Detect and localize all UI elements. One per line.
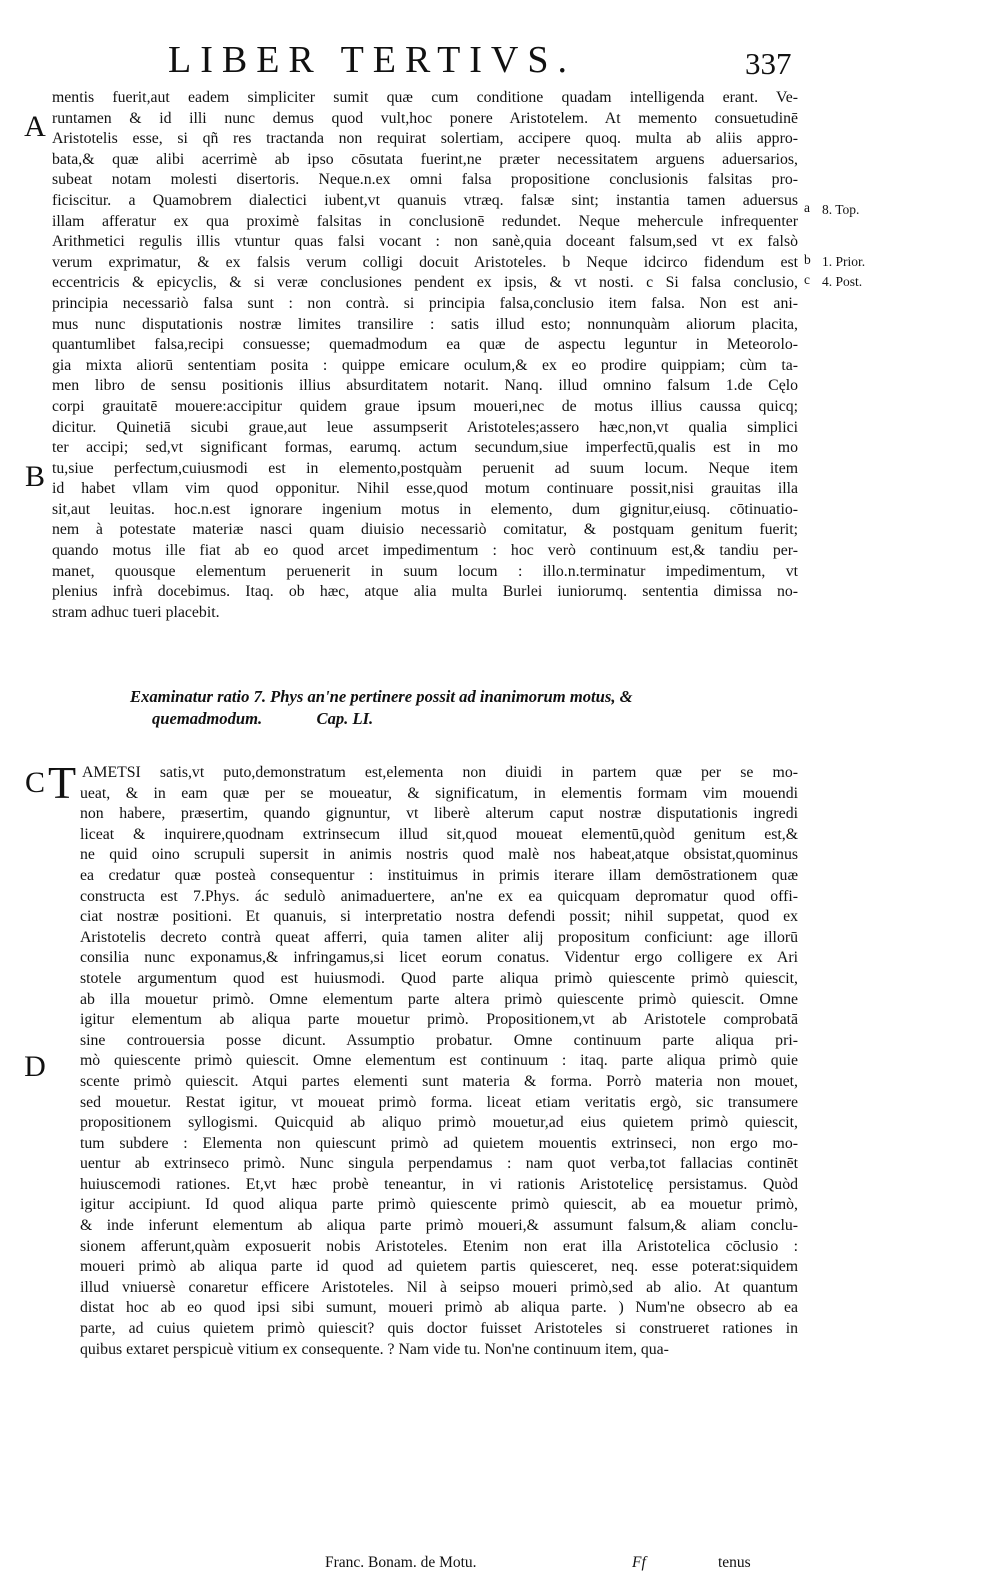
- text-line: non habere, præsertim, quando gignuntur, vt liberè alterum caput nostræ disputationis ingredi: [80, 805, 798, 823]
- text-line: principia necessariò falsa sunt : non contrà. si principia falsa,conclusio item falsa. Non est ani-: [52, 294, 798, 312]
- margin-note: 4. Post.: [822, 274, 863, 289]
- text-line: subeat notam molesti disertoris. Neque.n.ex omni falsa propositione conclusionis falsitas pro-: [52, 171, 798, 189]
- text-line: illam afferatur ex qua proximè falsitas in conclusionē redundet. Neque mehercule infrequenter: [52, 212, 798, 230]
- text-line: mus nunc disputationis nostræ limites transilire : satis illud esto; nonnunquàm aliorum placita,: [52, 315, 798, 333]
- text-line: Aristotelis esse, si qñ res tractanda non requirat solertiam, accipere quoq. multa ab aliis appro-: [52, 130, 798, 148]
- catchword: tenus: [718, 1554, 751, 1571]
- text-line: distat hoc ab eo quod ipsi sibi sumunt, moueri primò ab aliqua parte. ) Num'ne obsecro ab ea: [80, 1299, 798, 1317]
- text-line: men libro de sensu positionis illius absurditatem notarit. Nanq. illud omnino falsum 1.de Cęlo: [52, 377, 798, 395]
- text-line: stotele argumentum quod est huiusmodi. Quod parte aliqua primò quiescente primò quiescit,: [80, 969, 798, 987]
- text-line: stram adhuc tueri placebit.: [52, 603, 220, 621]
- text-line: id habet vllam vim quod opponitur. Nihil esse,quod motum continuare possit,nisi grauitas illa: [52, 480, 798, 498]
- text-line: quibus extaret perspicuè vitium ex consequente. ? Nam vide tu. Non'ne continuum item, qua-: [80, 1340, 669, 1358]
- text-line: plenius infrà docebimus. Itaq. ob hæc, atque alia multa Burlei iuniorumq. sententia dimissa no-: [52, 583, 798, 601]
- text-line: sionem afferunt,quàm exposuerit nobis Aristoteles. Etenim non erat illa Aristotelica cōclusio :: [80, 1237, 798, 1255]
- text-line: tum subdere : Elementa non quiescunt primò ad quietem mouentis extrinseci, non ergo mo-: [80, 1134, 798, 1152]
- text-line: quando motus ille fiat ab eo quod arcet impedimentum : hoc verò continuum est,& tandiu per-: [52, 542, 798, 560]
- paragraph-continued: [52, 88, 798, 623]
- chapter-number: Cap. LI.: [316, 709, 374, 728]
- text-line: Arithmetici regulis illis vtuntur quas falsi vocant : non sanè,quia doceant falsum,sed vt ex falsò: [52, 233, 798, 251]
- text-line: bata,& quæ alibi acerrimè ab ipso cōsutata fuerint,ne præter necessitatem arguens aduersarios,: [52, 150, 798, 168]
- footer-author: Franc. Bonam. de Motu.: [325, 1554, 477, 1571]
- paragraph-chapter-51: [80, 763, 798, 1360]
- text-line: AMETSI satis,vt puto,demonstratum est,elementa non diuidi in partem quæ per se mo-: [82, 764, 798, 781]
- text-line: eccentricis & epicyclis, & si veræ conclusiones pendent ex ipsis, & vt nosti. c Si falsa conclusio,: [52, 274, 798, 292]
- text-line: consilia nunc exponamus,& infringamus,si licet eorum conatus. Videntur ergo colligere ex Ari: [80, 949, 798, 967]
- text-line: illud vniuersè conaretur efficere Aristoteles. Nil à seipso moueri primò,sed ab alio. At quantum: [80, 1278, 798, 1296]
- text-line: sed mouetur. Restat igitur, vt moueat primò forma. liceat etiam veritatis ergò, sic transumere: [80, 1093, 798, 1111]
- heading-line-2: quemadmodum.: [152, 709, 263, 728]
- margin-note: 8. Top.: [822, 202, 860, 217]
- margin-letter-a: A: [24, 110, 46, 143]
- text-line: ficiscitur. a Quamobrem dialectici iubent,vt quanuis vtræq. falsæ sint; instantia tamen aduersus: [52, 191, 798, 209]
- running-head: LIBER TERTIVS.: [168, 39, 577, 81]
- text-line: igitur accipiunt. Id quod aliqua parte primò quiescente primò quiescit, ab ea mouetur primò,: [80, 1196, 798, 1214]
- margin-letter-c: C: [24, 766, 45, 799]
- text-line: quantumlibet falsa,recipi consuesse; quemadmodum ea quæ de aspectu leguntur in Meteorolo-: [52, 336, 798, 354]
- text-line: Aristotelis decreto contrà queat afferri, quia tamen aliter alij propositum conficiunt: age illorū: [80, 928, 798, 946]
- text-line: sit,aut leuitas. hoc.n.est ignorare ingenium motus in elemento, dum gignitur,eiusq. cōtinuatio-: [52, 500, 798, 518]
- text-line: huiuscemodi rationes. Et,vt hæc probè teneantur, in vi rationis Aristotelicę persistamus. Quòd: [80, 1175, 798, 1193]
- text-line: ea credatur quæ posteà consequentur : instituimus in primis iterare illam demōstrationem quæ: [80, 866, 798, 884]
- text-line: corpi grauitatē mouere:accipitur quidem graue ipsum moueri,nec de motus illius caussa quicq;: [52, 397, 798, 415]
- text-line: mentis fuerit,aut eadem simpliciter sumit quæ cum conditione quadam intelligenda erant. Ve-: [52, 89, 798, 106]
- margin-letter-d: D: [24, 1050, 46, 1083]
- margin-note-symbol: a: [804, 200, 810, 215]
- text-line: parte, ad cuius quietem primò quiescit? quis doctor fuisset Aristoteles si construeret rationes in: [80, 1320, 798, 1338]
- text-line: scente primò quiescit. Atqui partes elementi sunt materia & forma. Porrò materia non mouet,: [80, 1072, 798, 1090]
- text-line: ab illa mouetur primò. Omne elementum parte altera primò quiescente primò quiescit. Omne: [80, 990, 798, 1008]
- heading-line-1: Examinatur ratio 7. Phys an'ne pertinere possit ad inanimorum motus, &: [130, 687, 633, 706]
- text-line: constructa est 7.Phys. ác sedulò animaduertere, an'ne ex ea quicquam depromatur quod offi-: [80, 887, 798, 905]
- margin-note: 1. Prior.: [822, 254, 866, 269]
- text-line: tu,siue perfectum,cuiusmodi est in elemento,postquàm peruenit ad suum locum. Neque item: [52, 459, 798, 477]
- signature-mark: Ff: [632, 1554, 646, 1571]
- text-line: uentur ab extrinseco primò. Nunc singula perpendamus : nam quot verba,tot fallacias continēt: [80, 1155, 798, 1173]
- text-line: manet, quousque elementum peruenerit in suum locum : illo.n.terminatur impedimentum, vt: [52, 562, 798, 580]
- margin-note-symbol: b: [804, 252, 811, 267]
- text-line: igitur elementum ab aliqua parte mouetur primò. Propositionem,vt ab Aristotele comprobatā: [80, 1011, 798, 1029]
- text-line: mò quiescente primò quiescit. Omne elementum est continuum : itaq. parte aliqua primò quie: [80, 1052, 798, 1070]
- margin-note-symbol: c: [804, 272, 810, 287]
- text-line: runtamen & id illi nunc demus quod vult,hoc ponere Aristotelem. At memento consuetudinē: [52, 109, 798, 127]
- text-line: ueat, & in eam quæ per se moueatur, & significatum, in elementis formam vim mouendi: [80, 784, 798, 802]
- text-line: gia mixta aliorū sententiam posita : quippe emicare oculum,& ex eo prodire quippiam; cùm ta-: [52, 356, 798, 374]
- page-number: 337: [745, 46, 792, 81]
- margin-letter-b: B: [24, 460, 45, 493]
- text-line: ne quid oino scrupuli supersit in animis nostris quod malè nos habeat,atque obsistat,quominus: [80, 846, 798, 864]
- text-line: sine controuersia posse dicunt. Assumptio probatur. Omne continuum parte aliqua pri-: [80, 1031, 798, 1049]
- text-line: propositionem syllogismi. Quicquid ab aliquo primò mouetur,ad eius quietem primò quiescit,: [80, 1114, 798, 1132]
- text-line: verum exprimatur, & ex falsis verum colligi docuit Aristoteles. b Neque idcirco fidendum est: [52, 253, 798, 271]
- text-line: dicitur. Quinetiā sicubi graue,aut leue assumpserit Aristoteles;assero hæc,non,vt qualia simplici: [52, 418, 798, 436]
- drop-cap: T: [48, 757, 77, 808]
- text-line: liceat & inquirere,quodnam extrinsecum illud sit,quod moueat elementū,quòd genitum est,&: [80, 825, 798, 843]
- text-line: nem à potestate materiæ nasci quam diuisio necessariò comitatur, & postquam genitum fuerit;: [52, 521, 798, 539]
- text-line: & inde inferunt elementum ab aliqua parte primò moueri,& assumunt falsum,& aliam conclu-: [80, 1217, 798, 1235]
- text-line: ciat nostræ positioni. Et quanuis, si interpretatio nostra defendi possit; nihil suppetat, quod ex: [80, 908, 798, 926]
- text-line: moueri primò ab aliqua parte id quod ad quietem partis quiesceret, neq. esse poterat:siquidem: [80, 1258, 798, 1276]
- text-line: ter accipi; sed,vt significant formas, earumq. actum secundum,siue imperfectū,qualis est in mo: [52, 439, 798, 457]
- chapter-heading: [130, 686, 810, 730]
